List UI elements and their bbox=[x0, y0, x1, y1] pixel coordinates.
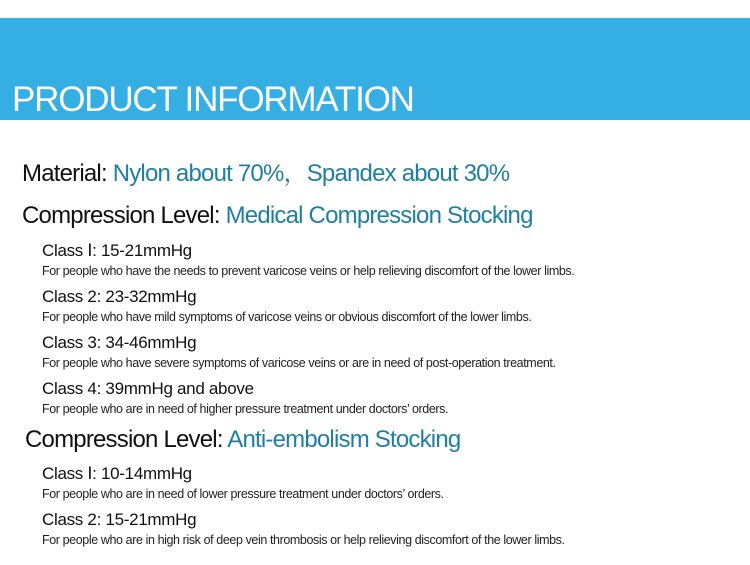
page-title: PRODUCT INFORMATION bbox=[12, 80, 414, 119]
medical-value: Medical Compression Stocking bbox=[225, 202, 533, 229]
embolism-label: Compression Level: bbox=[25, 426, 223, 453]
embolism-class-2-title: Class 2: 15-21mmHg bbox=[42, 510, 197, 529]
medical-class-4-title: Class 4: 39mmHg and above bbox=[42, 379, 254, 398]
medical-class-3-desc: For people who have severe symptoms of varicose veins or are in need of post-operation treatment. bbox=[42, 356, 556, 370]
embolism-value: Anti-embolism Stocking bbox=[227, 426, 461, 453]
medical-class-2-desc: For people who have mild symptoms of varicose veins or obvious discomfort of the lower limbs. bbox=[42, 310, 532, 324]
material-label: Material: bbox=[22, 160, 107, 187]
medical-class-1-title: Class Ⅰ: 15-21mmHg bbox=[42, 241, 192, 260]
medical-class-2-title: Class 2: 23-32mmHg bbox=[42, 287, 197, 306]
medical-label: Compression Level: bbox=[22, 202, 220, 229]
medical-heading bbox=[22, 202, 533, 230]
medical-class-3-title: Class 3: 34-46mmHg bbox=[42, 333, 197, 352]
medical-class-1-desc: For people who have the needs to prevent varicose veins or help relieving discomfort of the lower limbs. bbox=[42, 264, 575, 278]
medical-class-4-desc: For people who are in need of higher pressure treatment under doctors’ orders. bbox=[42, 402, 449, 416]
material-line bbox=[22, 153, 509, 188]
embolism-class-1-title: Class Ⅰ: 10-14mmHg bbox=[42, 464, 192, 483]
embolism-class-2-desc: For people who are in high risk of deep vein thrombosis or help relieving discomfort of the lower limbs. bbox=[42, 533, 565, 547]
material-value: Nylon about 70%，Spandex about 30% bbox=[112, 160, 510, 187]
embolism-class-1-desc: For people who are in need of lower pressure treatment under doctors’ orders. bbox=[42, 487, 444, 501]
embolism-heading bbox=[25, 426, 460, 454]
